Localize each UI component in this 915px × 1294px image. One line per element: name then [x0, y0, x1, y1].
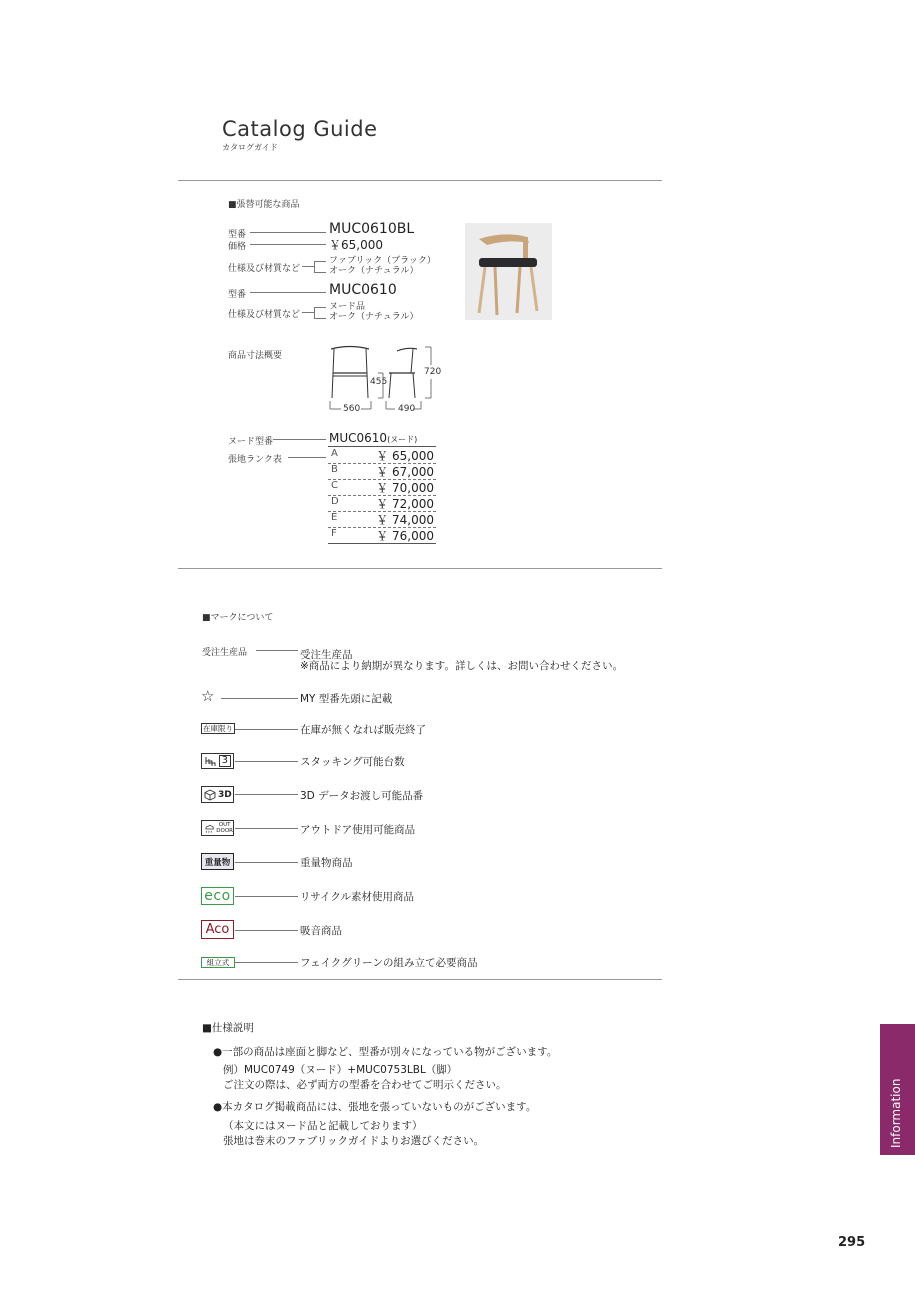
spec-2b: オーク（ナチュラル） — [329, 312, 419, 322]
leader-line — [314, 307, 326, 308]
outdoor-badge — [201, 820, 234, 836]
rank-row-e: E ￥ 74,000 — [328, 511, 436, 528]
price-1: ￥65,000 — [329, 238, 383, 252]
aco-desc: 吸音商品 — [300, 925, 342, 937]
leader-line — [314, 272, 326, 273]
spec-bullet-2-note-2: 張地は巻末のファブリックガイドよりお選びください。 — [223, 1135, 485, 1147]
eco-badge: eco — [201, 887, 234, 905]
page-title: Catalog Guide — [222, 117, 378, 141]
stock-limited-badge: 在庫限り — [203, 724, 233, 733]
spec-label: 仕様及び材質など — [228, 310, 301, 320]
rank-table-label: 張地ランク表 — [228, 455, 282, 465]
leader-line — [256, 650, 298, 651]
leader-line — [235, 862, 298, 863]
cube-icon — [204, 789, 216, 801]
model-number-2: MUC0610 — [329, 282, 397, 298]
leader-line — [314, 318, 326, 319]
nude-model-label: ヌード型番 — [228, 437, 274, 447]
section-label-product: ■張替可能な商品 — [228, 200, 300, 210]
rank-row-d: D ￥ 72,000 — [328, 495, 436, 512]
order-desc-1: 受注生産品 — [300, 649, 353, 661]
stacking-badge — [201, 753, 234, 769]
leader-line — [235, 930, 298, 931]
leader-line — [235, 729, 298, 730]
assembly-desc: フェイクグリーンの組み立て必要商品 — [300, 957, 478, 969]
price-label: 価格 — [228, 242, 247, 252]
eco-desc: リサイクル素材使用商品 — [300, 891, 415, 903]
heavy-desc: 重量物商品 — [300, 857, 353, 869]
leader-line — [250, 232, 326, 233]
section-tab-information[interactable] — [880, 1024, 915, 1155]
model-label: 型番 — [228, 290, 247, 300]
star-desc: MY 型番先頭に記載 — [300, 693, 393, 705]
leader-line — [235, 828, 298, 829]
model-label: 型番 — [228, 230, 247, 240]
leader-line — [235, 896, 298, 897]
divider — [178, 568, 662, 569]
spec-bullet-2: ●本カタログ掲載商品には、張地を張っていないものがございます。 — [213, 1101, 537, 1113]
model-number-1: MUC0610BL — [329, 221, 415, 237]
data3d-desc: 3D データお渡し可能品番 — [300, 790, 424, 802]
leader-line — [250, 244, 326, 245]
nude-model: MUC0610(ヌード) — [329, 431, 418, 445]
spec-1a: ファブリック（ブラック） — [329, 256, 436, 266]
aco-badge: Aco — [201, 920, 234, 939]
spec-bullet-1: ●一部の商品は座面と脚など、型番が別々になっている物がございます。 — [213, 1046, 558, 1058]
divider — [178, 979, 662, 980]
stacking-chair-icon — [204, 756, 217, 767]
stack-desc: スタッキング可能台数 — [300, 756, 405, 768]
outdoor-label: OUT DOOR — [216, 822, 233, 834]
page-subtitle: カタログガイド — [222, 143, 278, 152]
stacking-count: 3 — [219, 755, 231, 767]
3d-data-badge — [201, 786, 234, 803]
dim-width: 560 — [343, 404, 361, 414]
rank-row-c: C ￥ 70,000 — [328, 479, 436, 496]
leader-line — [235, 761, 298, 762]
order-desc-2: ※商品により納期が異なります。詳しくは、お問い合わせください。 — [300, 660, 623, 672]
assembly-badge: 組立式 — [201, 957, 235, 968]
rank-row-f: F ￥ 76,000 — [328, 527, 436, 544]
spec-bullet-2-note-1: （本文にはヌード品と記載しております） — [223, 1120, 423, 1132]
cloud-icon — [204, 823, 214, 834]
order-label: 受注生産品 — [202, 648, 248, 658]
stock-desc: 在庫が無くなれば販売終了 — [300, 724, 426, 736]
leader-line — [288, 457, 326, 458]
leader-line — [273, 439, 326, 440]
rank-row-b: B ￥ 67,000 — [328, 463, 436, 480]
3d-label: 3D — [218, 789, 232, 800]
dims-label: 商品寸法概要 — [228, 351, 283, 361]
heavy-item-badge: 重量物 — [201, 853, 234, 870]
section-label-marks: ■マークについて — [202, 613, 274, 623]
star-icon: ☆ — [201, 687, 215, 705]
dim-depth: 490 — [398, 404, 416, 414]
rank-row-a: A ￥ 65,000 — [328, 447, 436, 464]
outdoor-desc: アウトドア使用可能商品 — [300, 824, 416, 836]
spec-bullet-1-note: ご注文の際は、必ず両方の型番を合わせてご明示ください。 — [223, 1079, 507, 1091]
product-photo — [465, 223, 552, 320]
spec-2a: ヌード品 — [329, 302, 366, 312]
section-tab-label: Information — [889, 1078, 903, 1148]
leader-line — [302, 312, 314, 313]
spec-bullet-1-example: 例）MUC0749（ヌード）+MUC0753LBL（脚） — [223, 1064, 458, 1076]
dim-height: 720 — [424, 367, 442, 377]
dim-seat-height: 455 — [370, 377, 388, 387]
spec-1b: オーク（ナチュラル） — [329, 266, 419, 276]
spec-label: 仕様及び材質など — [228, 264, 301, 274]
leader-line — [221, 698, 298, 699]
leader-line — [314, 261, 326, 262]
leader-line — [302, 266, 314, 267]
divider — [178, 180, 662, 181]
section-label-spec: ■仕様説明 — [202, 1022, 254, 1034]
leader-line — [250, 292, 326, 293]
leader-line — [235, 962, 298, 963]
page-number: 295 — [838, 1235, 866, 1250]
chair-illustration — [465, 223, 552, 320]
leader-line — [235, 794, 298, 795]
